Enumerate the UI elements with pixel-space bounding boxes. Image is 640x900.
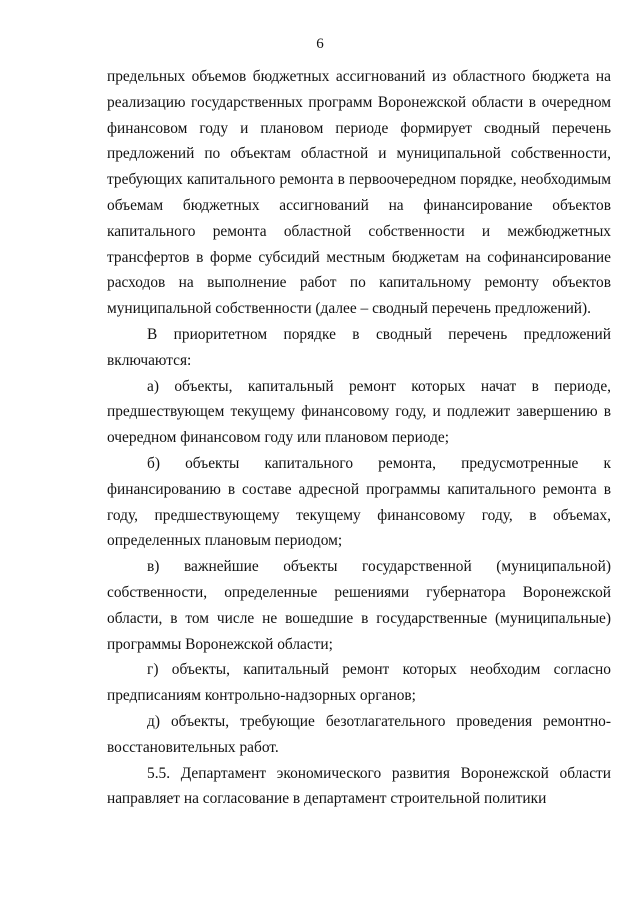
list-item-d: г) объекты, капитальный ремонт которых необходим согласно предписаниям контрольно-надзорных органов; xyxy=(107,661,611,705)
list-item-a: а) объекты, капитальный ремонт которых начат в периоде, предшествующем текущему финансовому году, и подлежит завершению в очередном финансовом году или плановом периоде; xyxy=(107,377,611,447)
list-item-c: в) важнейшие объекты государственной (муниципальной) собственности, определенные решениями губернатора Воронежской области, в том числе не вошедшие в государственные (муниципальные) программы Воронежской области; xyxy=(107,558,611,653)
list-item-b: б) объекты капитального ремонта, предусмотренные к финансированию в составе адресной программы капитального ремонта в году, предшествующему текущему финансовому году, в объемах, определенных плановым периодом; xyxy=(107,454,611,550)
priority-intro-paragraph: В приоритетном порядке в сводный перечень предложений включаются: xyxy=(107,325,611,369)
clause-5-5-paragraph: 5.5. Департамент экономического развития Воронежской области направляет на согласование в департамент строительной политики xyxy=(107,764,611,808)
page-number: 6 xyxy=(316,36,324,52)
list-item-e: д) объекты, требующие безотлагательного проведения ремонтно-восстановительных работ. xyxy=(107,712,611,756)
document-body xyxy=(107,64,611,812)
intro-paragraph: предельных объемов бюджетных ассигнований из областного бюджета на реализацию государственных программ Воронежской области в очередном финансовом году и плановом периоде формирует сводный перечень предложений по объектам областной и муниципальной собственности, требующих капитального ремонта в первоочередном порядке, необходимым объемам бюджетных ассигнований на финансирование объектов капитального ремонта областной собственности и межбюджетных трансфертов в форме субсидий местным бюджетам на софинансирование расходов на выполнение работ по капитальному ремонту объектов муниципальной собственности (далее – сводный перечень предложений). xyxy=(107,68,611,318)
